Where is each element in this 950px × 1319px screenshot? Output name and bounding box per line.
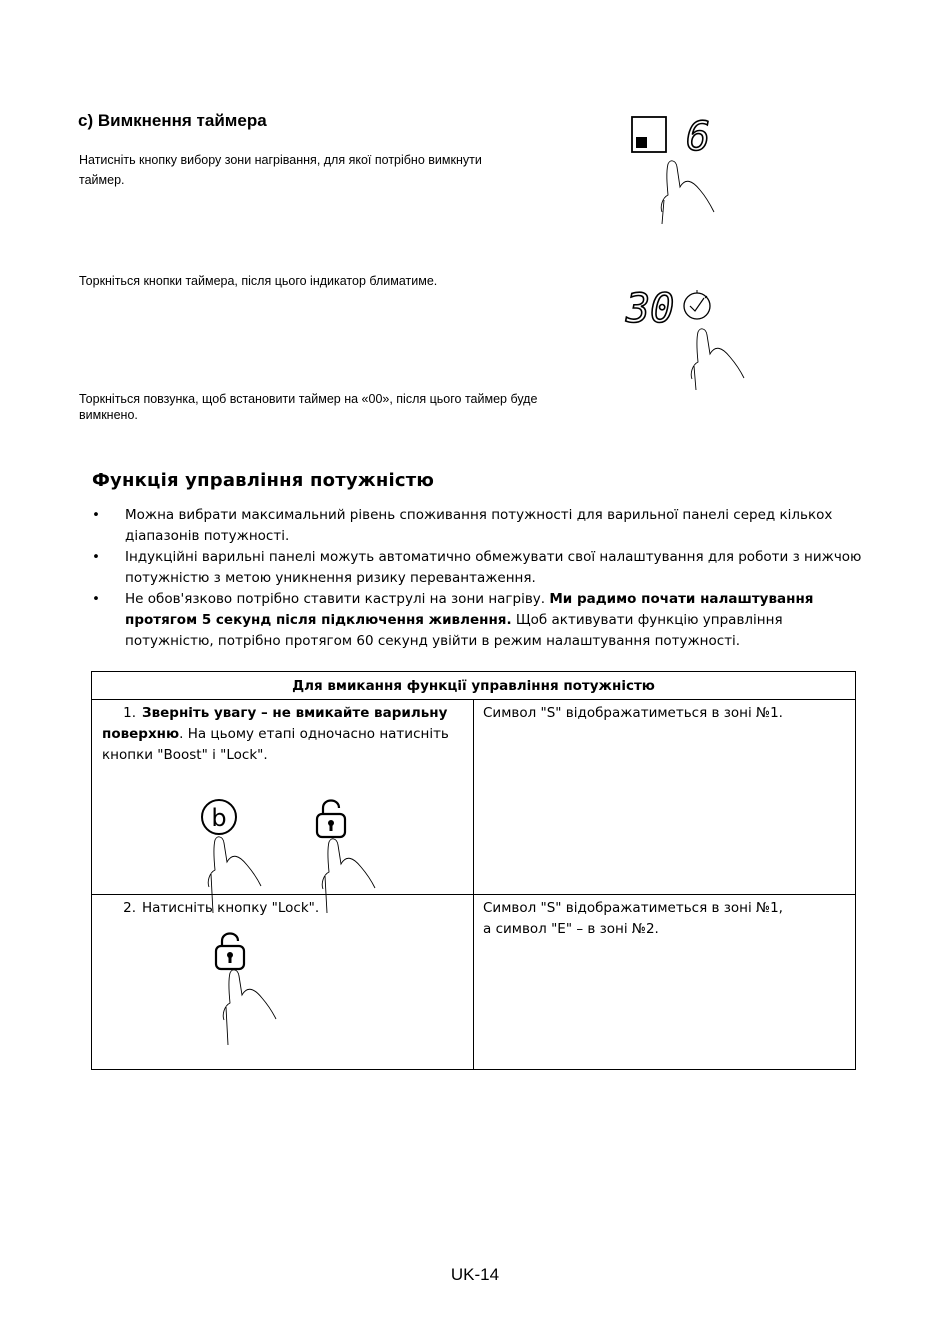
bullet-icon: • <box>92 549 100 565</box>
bullet-text: Індукційні варильні панелі можуть автоматично обмежувати свої налаштування для роботи з нижчою потужністю з метою уникнення ризику перевантаження. <box>125 549 862 586</box>
lock-button-icon <box>317 801 345 838</box>
finger-icon <box>691 329 744 390</box>
table-cell-step-2 <box>92 895 474 1070</box>
lock-button-icon <box>216 934 244 970</box>
timer-digits: 30 <box>626 286 675 332</box>
step-number: 2. <box>123 900 136 916</box>
zone-display-illustration <box>628 112 728 227</box>
bullet-bold-text: Ми радимо почати налаштування протягом 5 секунд після підключення живлення. <box>125 591 814 628</box>
step-touch-timer: Торкніться кнопки таймера, після цього індикатор блиматиме. <box>79 274 438 288</box>
step-1-text <box>102 703 452 766</box>
timer-display-illustration <box>624 284 754 394</box>
bullet-text: Не обов'язково потрібно ставити каструлі на зони нагріву. <box>125 591 550 607</box>
step-set-slider: Торкніться повзунка, щоб встановити таймер на «00», після цього таймер буде вимкнено. <box>79 392 538 422</box>
finger-icon <box>661 161 714 224</box>
step-select-zone: Натисніть кнопку вибору зони нагрівання, для якої потрібно вимкнути таймер. <box>79 153 482 187</box>
step-2-text <box>102 898 452 919</box>
result-text <box>483 898 843 940</box>
table-row <box>92 895 856 1070</box>
page-number: UK-14 <box>450 1265 500 1284</box>
zone-digit: 6 <box>686 114 711 160</box>
lock-illustration <box>212 933 322 1058</box>
bullet-icon: • <box>92 591 100 607</box>
result-line-2: а символ "E" – в зоні №2. <box>483 921 659 937</box>
table-cell-step-1 <box>92 700 474 895</box>
power-management-table <box>91 671 856 1070</box>
result-line-1: Символ "S" відображатиметься в зоні №1, <box>483 900 783 916</box>
table-header: Для вмикання функції управління потужністю <box>92 672 856 700</box>
section-title-timer-off: c) Вимкнення таймера <box>78 111 267 130</box>
finger-icon <box>223 970 276 1045</box>
table-row <box>92 700 856 895</box>
power-management-bullets <box>92 505 862 652</box>
svg-text:b: b <box>211 804 227 832</box>
result-text: Символ "S" відображатиметься в зоні №1. <box>483 705 783 721</box>
table-cell-result-1 <box>474 700 856 895</box>
section-title-power-management: Функція управління потужністю <box>92 470 435 491</box>
boost-button-icon <box>202 800 236 834</box>
step-instruction: . На цьому етапі одночасно натисніть кнопки "Boost" і "Lock". <box>102 726 449 763</box>
step-instruction: Натисніть кнопку "Lock". <box>142 900 320 916</box>
table-cell-result-2 <box>474 895 856 1070</box>
bullet-text: Щоб активувати функцію управління потужністю, потрібно протягом 60 секунд увійти в режим налаштування потужності. <box>125 612 783 649</box>
list-item <box>92 547 862 589</box>
list-item <box>92 505 862 547</box>
bullet-text: Можна вибрати максимальний рівень споживання потужності для варильної панелі серед кількох діапазонів потужності. <box>125 507 833 544</box>
step-number: 1. <box>123 705 136 721</box>
clock-icon <box>684 290 710 319</box>
bullet-icon: • <box>92 507 100 523</box>
list-item <box>92 589 862 652</box>
step-warning: Зверніть увагу – не вмикайте варильну поверхню <box>102 705 448 742</box>
